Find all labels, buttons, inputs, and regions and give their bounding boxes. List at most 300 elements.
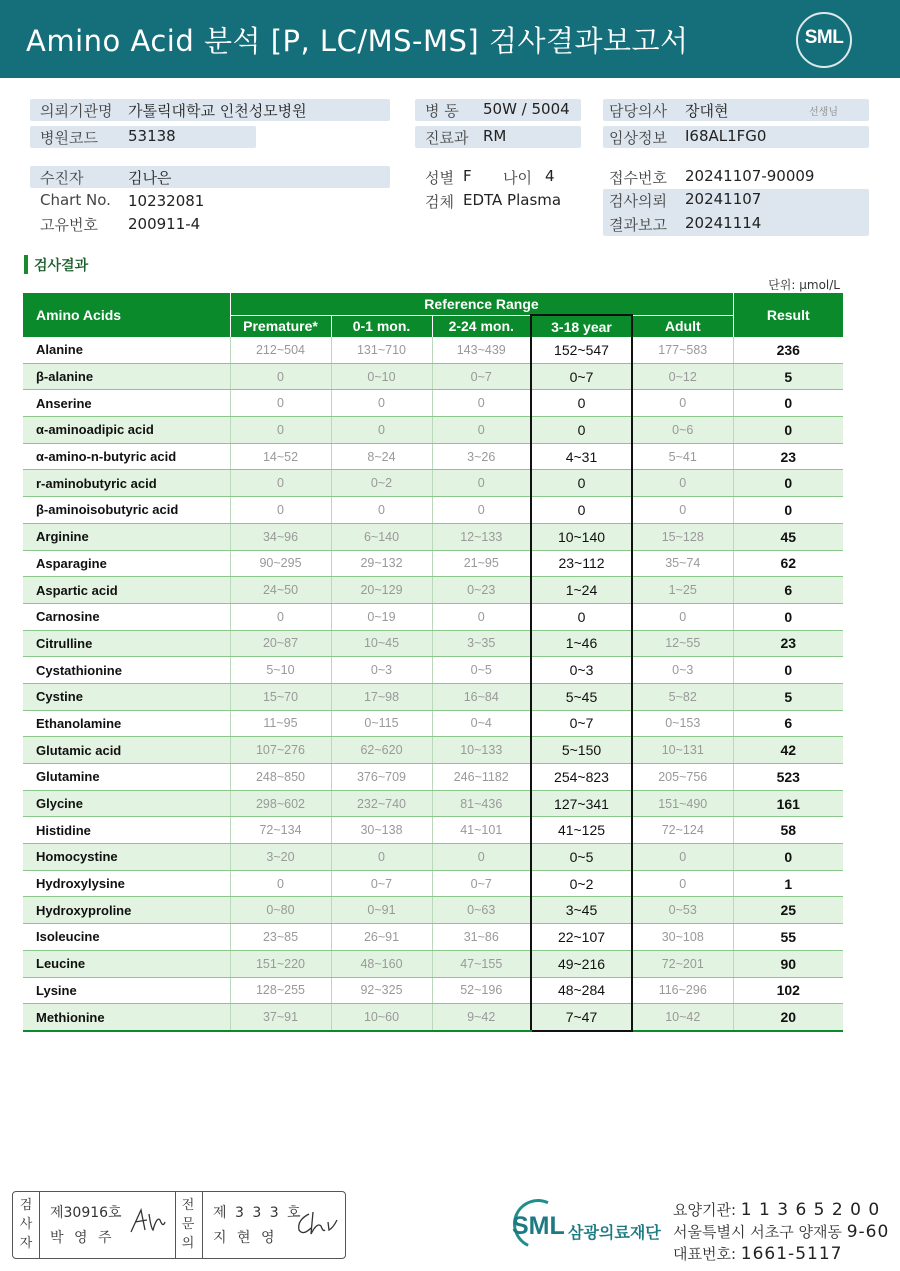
result-value: 6 <box>733 577 843 604</box>
dept-label: 진료과 <box>425 129 469 147</box>
3-18-year-range: 4~31 <box>531 443 632 470</box>
table-row <box>23 497 843 524</box>
header-premature: Premature* <box>230 315 331 337</box>
header-3-18-year: 3-18 year <box>531 315 632 337</box>
adult-range: 0 <box>632 470 733 497</box>
signature-box <box>12 1191 346 1259</box>
0-1-mon-range: 17~98 <box>331 683 432 710</box>
3-18-year-range: 22~107 <box>531 924 632 951</box>
2-24-mon-range: 12~133 <box>432 523 531 550</box>
amino-acid-name: Homocystine <box>23 844 230 871</box>
result-value: 45 <box>733 523 843 550</box>
2-24-mon-range: 0 <box>432 417 531 444</box>
unit-label: 단위: μmol/L <box>768 278 840 292</box>
adult-range: 151~490 <box>632 790 733 817</box>
result-value: 23 <box>733 443 843 470</box>
header-adult: Adult <box>632 315 733 337</box>
amino-acid-name: α-amino-n-butyric acid <box>23 443 230 470</box>
patient-name: 김나은 <box>128 169 172 187</box>
dept-row <box>415 126 581 148</box>
2-24-mon-range: 52~196 <box>432 977 531 1004</box>
premature-range: 14~52 <box>230 443 331 470</box>
result-value: 102 <box>733 977 843 1004</box>
section-title: 검사결과 <box>34 258 89 274</box>
3-18-year-range: 0 <box>531 417 632 444</box>
doctor-label: 담당의사 <box>609 102 667 120</box>
2-24-mon-range: 0 <box>432 603 531 630</box>
2-24-mon-range: 31~86 <box>432 924 531 951</box>
amino-acid-name: Carnosine <box>23 603 230 630</box>
result-value: 5 <box>733 363 843 390</box>
sex-age-row <box>415 166 585 188</box>
premature-range: 0 <box>230 470 331 497</box>
divider <box>175 1192 176 1258</box>
ward-value: 50W / 5004 <box>483 100 570 118</box>
report-title: Amino Acid 분석 [P, LC/MS-MS] 검사결과보고서 <box>26 24 689 58</box>
premature-range: 11~95 <box>230 710 331 737</box>
table-row <box>23 870 843 897</box>
result-value: 6 <box>733 710 843 737</box>
3-18-year-range: 7~47 <box>531 1004 632 1031</box>
specialist-label-char: 전 <box>181 1198 195 1213</box>
chart-value: 10232081 <box>128 192 205 210</box>
0-1-mon-range: 0~115 <box>331 710 432 737</box>
3-18-year-range: 0 <box>531 470 632 497</box>
amino-acid-name: Methionine <box>23 1004 230 1031</box>
sex-label: 성별 <box>425 169 454 187</box>
0-1-mon-range: 0 <box>331 844 432 871</box>
header-2-24-mon: 2-24 mon. <box>432 315 531 337</box>
premature-range: 212~504 <box>230 337 331 363</box>
2-24-mon-range: 10~133 <box>432 737 531 764</box>
patient-row <box>30 166 390 188</box>
0-1-mon-range: 6~140 <box>331 523 432 550</box>
3-18-year-range: 0~7 <box>531 710 632 737</box>
hospital-code-label: 병원코드 <box>40 129 98 147</box>
table-row <box>23 363 843 390</box>
0-1-mon-range: 0~2 <box>331 470 432 497</box>
result-value: 0 <box>733 470 843 497</box>
amino-acid-name: Asparagine <box>23 550 230 577</box>
3-18-year-range: 3~45 <box>531 897 632 924</box>
adult-range: 0~53 <box>632 897 733 924</box>
2-24-mon-range: 143~439 <box>432 337 531 363</box>
specialist-signature <box>295 1208 339 1240</box>
2-24-mon-range: 0~4 <box>432 710 531 737</box>
amino-acid-name: Alanine <box>23 337 230 363</box>
result-value: 523 <box>733 764 843 791</box>
amino-acid-name: Glutamic acid <box>23 737 230 764</box>
3-18-year-range: 41~125 <box>531 817 632 844</box>
receipt-value: 20241107-90009 <box>685 167 815 185</box>
adult-range: 72~201 <box>632 950 733 977</box>
3-18-year-range: 0~5 <box>531 844 632 871</box>
inspector-label <box>15 1196 37 1253</box>
result-value: 55 <box>733 924 843 951</box>
2-24-mon-range: 246~1182 <box>432 764 531 791</box>
section-marker <box>24 255 28 274</box>
0-1-mon-range: 0 <box>331 497 432 524</box>
2-24-mon-range: 3~26 <box>432 443 531 470</box>
amino-acid-name: Aspartic acid <box>23 577 230 604</box>
adult-range: 0 <box>632 390 733 417</box>
adult-range: 0~153 <box>632 710 733 737</box>
amino-acid-name: Leucine <box>23 950 230 977</box>
results-body <box>23 337 843 1031</box>
adult-range: 177~583 <box>632 337 733 363</box>
3-18-year-range: 10~140 <box>531 523 632 550</box>
amino-acid-name: β-alanine <box>23 363 230 390</box>
table-row <box>23 924 843 951</box>
adult-range: 0 <box>632 870 733 897</box>
table-row <box>23 337 843 363</box>
2-24-mon-range: 47~155 <box>432 950 531 977</box>
amino-acid-name: α-aminoadipic acid <box>23 417 230 444</box>
amino-acid-name: Citrulline <box>23 630 230 657</box>
premature-range: 23~85 <box>230 924 331 951</box>
amino-acid-name: Hydroxylysine <box>23 870 230 897</box>
adult-range: 15~128 <box>632 523 733 550</box>
premature-range: 248~850 <box>230 764 331 791</box>
table-row <box>23 550 843 577</box>
specialist-label-char: 문 <box>181 1217 195 1232</box>
table-row <box>23 790 843 817</box>
2-24-mon-range: 3~35 <box>432 630 531 657</box>
footer-phone-line <box>673 1243 842 1264</box>
doctor-value: 장대현 <box>685 102 729 120</box>
adult-range: 0 <box>632 844 733 871</box>
0-1-mon-range: 0~91 <box>331 897 432 924</box>
amino-acid-name: Hydroxyproline <box>23 897 230 924</box>
premature-range: 0 <box>230 603 331 630</box>
3-18-year-range: 0 <box>531 497 632 524</box>
amino-acid-name: Anserine <box>23 390 230 417</box>
2-24-mon-range: 0 <box>432 470 531 497</box>
footer-address-number: 9-60 <box>846 1222 890 1242</box>
3-18-year-range: 152~547 <box>531 337 632 363</box>
premature-range: 0~80 <box>230 897 331 924</box>
table-row <box>23 737 843 764</box>
footer-code-label: 요양기관: <box>673 1201 737 1219</box>
table-row <box>23 657 843 684</box>
0-1-mon-range: 29~132 <box>331 550 432 577</box>
table-row <box>23 417 843 444</box>
amino-acid-name: β-aminoisobutyric acid <box>23 497 230 524</box>
0-1-mon-range: 0~3 <box>331 657 432 684</box>
3-18-year-range: 48~284 <box>531 977 632 1004</box>
2-24-mon-range: 81~436 <box>432 790 531 817</box>
table-row <box>23 817 843 844</box>
adult-range: 0 <box>632 497 733 524</box>
report-header <box>0 0 900 78</box>
0-1-mon-range: 48~160 <box>331 950 432 977</box>
clinical-label: 임상정보 <box>609 129 667 147</box>
table-row <box>23 630 843 657</box>
sml-logo <box>796 12 852 68</box>
institution-row <box>30 99 390 121</box>
adult-range: 10~131 <box>632 737 733 764</box>
amino-acid-name: Arginine <box>23 523 230 550</box>
result-value: 23 <box>733 630 843 657</box>
premature-range: 151~220 <box>230 950 331 977</box>
premature-range: 0 <box>230 390 331 417</box>
premature-range: 72~134 <box>230 817 331 844</box>
premature-range: 298~602 <box>230 790 331 817</box>
specimen-label: 검체 <box>425 193 454 211</box>
results-table <box>23 293 843 1032</box>
premature-range: 128~255 <box>230 977 331 1004</box>
2-24-mon-range: 0 <box>432 844 531 871</box>
amino-acid-name: r-aminobutyric acid <box>23 470 230 497</box>
request-value: 20241107 <box>685 190 762 208</box>
table-row <box>23 977 843 1004</box>
3-18-year-range: 1~24 <box>531 577 632 604</box>
header-0-1-mon: 0-1 mon. <box>331 315 432 337</box>
dates-block <box>603 189 869 236</box>
age-label: 나이 <box>503 169 532 187</box>
chart-label: Chart No. <box>40 191 111 209</box>
inspector-name: 박 영 주 <box>50 1230 115 1246</box>
adult-range: 0~3 <box>632 657 733 684</box>
result-value: 5 <box>733 683 843 710</box>
0-1-mon-range: 30~138 <box>331 817 432 844</box>
institution-label: 의뢰기관명 <box>40 102 113 120</box>
3-18-year-range: 49~216 <box>531 950 632 977</box>
0-1-mon-range: 0~10 <box>331 363 432 390</box>
doctor-suffix: 선생님 <box>809 107 838 118</box>
specialist-number: 제 3 3 3 호 <box>213 1205 303 1221</box>
2-24-mon-range: 9~42 <box>432 1004 531 1031</box>
header-reference-range: Reference Range <box>230 293 733 315</box>
footer-logo-text: SML <box>512 1212 565 1240</box>
3-18-year-range: 5~150 <box>531 737 632 764</box>
doctor-row <box>603 99 869 121</box>
amino-acid-name: Glycine <box>23 790 230 817</box>
2-24-mon-range: 41~101 <box>432 817 531 844</box>
specialist-label <box>177 1196 199 1253</box>
specialist-label-char: 의 <box>181 1236 195 1251</box>
3-18-year-range: 0~3 <box>531 657 632 684</box>
0-1-mon-range: 92~325 <box>331 977 432 1004</box>
result-value: 0 <box>733 497 843 524</box>
table-row <box>23 390 843 417</box>
institution-value: 가톨릭대학교 인천성모병원 <box>128 102 307 120</box>
premature-range: 5~10 <box>230 657 331 684</box>
3-18-year-range: 0~2 <box>531 870 632 897</box>
premature-range: 0 <box>230 363 331 390</box>
result-value: 90 <box>733 950 843 977</box>
amino-acid-name: Cystathionine <box>23 657 230 684</box>
3-18-year-range: 1~46 <box>531 630 632 657</box>
result-value: 62 <box>733 550 843 577</box>
table-row <box>23 950 843 977</box>
patient-row-bg <box>30 166 390 188</box>
table-row <box>23 683 843 710</box>
adult-range: 0 <box>632 603 733 630</box>
ward-label: 병 동 <box>425 102 459 120</box>
table-row <box>23 844 843 871</box>
footer-code-line <box>673 1199 880 1220</box>
adult-range: 12~55 <box>632 630 733 657</box>
premature-range: 20~87 <box>230 630 331 657</box>
inspector-label-char: 검 <box>19 1198 33 1213</box>
premature-range: 0 <box>230 497 331 524</box>
adult-range: 35~74 <box>632 550 733 577</box>
0-1-mon-range: 20~129 <box>331 577 432 604</box>
0-1-mon-range: 26~91 <box>331 924 432 951</box>
amino-acid-name: Glutamine <box>23 764 230 791</box>
2-24-mon-range: 21~95 <box>432 550 531 577</box>
2-24-mon-range: 0~5 <box>432 657 531 684</box>
0-1-mon-range: 62~620 <box>331 737 432 764</box>
footer-phone: 1661-5117 <box>740 1244 843 1264</box>
premature-range: 0 <box>230 870 331 897</box>
report-label: 결과보고 <box>609 216 667 234</box>
inspector-signature <box>127 1206 167 1238</box>
table-row <box>23 577 843 604</box>
0-1-mon-range: 8~24 <box>331 443 432 470</box>
adult-range: 30~108 <box>632 924 733 951</box>
patient-label: 수진자 <box>40 169 84 187</box>
3-18-year-range: 0 <box>531 603 632 630</box>
2-24-mon-range: 0 <box>432 497 531 524</box>
2-24-mon-range: 0~23 <box>432 577 531 604</box>
0-1-mon-range: 0 <box>331 417 432 444</box>
premature-range: 0 <box>230 417 331 444</box>
premature-range: 3~20 <box>230 844 331 871</box>
adult-range: 72~124 <box>632 817 733 844</box>
header-amino-acids: Amino Acids <box>23 293 230 337</box>
adult-range: 5~41 <box>632 443 733 470</box>
amino-acid-name: Isoleucine <box>23 924 230 951</box>
premature-range: 107~276 <box>230 737 331 764</box>
result-value: 0 <box>733 657 843 684</box>
table-row <box>23 897 843 924</box>
ward-row <box>415 99 581 121</box>
unique-label: 고유번호 <box>40 216 98 234</box>
3-18-year-range: 254~823 <box>531 764 632 791</box>
3-18-year-range: 0~7 <box>531 363 632 390</box>
result-value: 0 <box>733 390 843 417</box>
premature-range: 15~70 <box>230 683 331 710</box>
sml-logo-text: SML <box>804 27 844 48</box>
2-24-mon-range: 0~7 <box>432 870 531 897</box>
0-1-mon-range: 376~709 <box>331 764 432 791</box>
header-result: Result <box>733 293 843 337</box>
adult-range: 205~756 <box>632 764 733 791</box>
inspector-label-char: 사 <box>19 1217 33 1232</box>
unique-value: 200911-4 <box>128 215 201 233</box>
premature-range: 37~91 <box>230 1004 331 1031</box>
3-18-year-range: 0 <box>531 390 632 417</box>
specimen-value: EDTA Plasma <box>463 191 562 209</box>
footer-code: 1 1 3 6 5 2 0 0 <box>740 1200 881 1220</box>
0-1-mon-range: 232~740 <box>331 790 432 817</box>
receipt-row <box>603 166 869 188</box>
0-1-mon-range: 0~19 <box>331 603 432 630</box>
table-row <box>23 443 843 470</box>
result-value: 58 <box>733 817 843 844</box>
footer-phone-label: 대표번호: <box>673 1245 737 1263</box>
footer-address-line <box>673 1221 889 1242</box>
2-24-mon-range: 16~84 <box>432 683 531 710</box>
result-value: 0 <box>733 844 843 871</box>
amino-acid-name: Ethanolamine <box>23 710 230 737</box>
result-value: 236 <box>733 337 843 363</box>
inspector-number: 제30916호 <box>50 1205 122 1221</box>
footer-org-name: 삼광의료재단 <box>568 1223 661 1242</box>
2-24-mon-range: 0~63 <box>432 897 531 924</box>
3-18-year-range: 5~45 <box>531 683 632 710</box>
chart-row <box>30 190 390 212</box>
adult-range: 1~25 <box>632 577 733 604</box>
amino-acid-name: Lysine <box>23 977 230 1004</box>
result-value: 20 <box>733 1004 843 1031</box>
3-18-year-range: 23~112 <box>531 550 632 577</box>
table-row <box>23 764 843 791</box>
0-1-mon-range: 10~60 <box>331 1004 432 1031</box>
table-row <box>23 1004 843 1031</box>
amino-acid-name: Histidine <box>23 817 230 844</box>
hospital-code-value: 53138 <box>128 127 176 145</box>
amino-acid-name: Cystine <box>23 683 230 710</box>
adult-range: 0~12 <box>632 363 733 390</box>
hospital-code-row <box>30 126 256 148</box>
footer-address: 서울특별시 서초구 양재동 <box>673 1223 842 1241</box>
premature-range: 34~96 <box>230 523 331 550</box>
result-value: 42 <box>733 737 843 764</box>
result-value: 0 <box>733 603 843 630</box>
premature-range: 24~50 <box>230 577 331 604</box>
result-value: 1 <box>733 870 843 897</box>
0-1-mon-range: 0~7 <box>331 870 432 897</box>
sex-value: F <box>463 167 472 185</box>
specimen-row <box>415 190 585 212</box>
result-value: 161 <box>733 790 843 817</box>
adult-range: 10~42 <box>632 1004 733 1031</box>
0-1-mon-range: 10~45 <box>331 630 432 657</box>
premature-range: 90~295 <box>230 550 331 577</box>
2-24-mon-range: 0~7 <box>432 363 531 390</box>
divider <box>39 1192 40 1258</box>
table-row <box>23 710 843 737</box>
clinical-row <box>603 126 869 148</box>
table-row <box>23 523 843 550</box>
age-value: 4 <box>545 167 555 185</box>
table-row <box>23 603 843 630</box>
adult-range: 0~6 <box>632 417 733 444</box>
result-value: 25 <box>733 897 843 924</box>
0-1-mon-range: 0 <box>331 390 432 417</box>
dept-value: RM <box>483 127 507 145</box>
result-value: 0 <box>733 417 843 444</box>
footer-logo <box>510 1199 660 1249</box>
specialist-name: 지 현 영 <box>213 1230 278 1246</box>
divider <box>202 1192 203 1258</box>
2-24-mon-range: 0 <box>432 390 531 417</box>
report-value: 20241114 <box>685 214 762 232</box>
adult-range: 5~82 <box>632 683 733 710</box>
adult-range: 116~296 <box>632 977 733 1004</box>
clinical-value: I68AL1FG0 <box>685 127 767 145</box>
0-1-mon-range: 131~710 <box>331 337 432 363</box>
request-label: 검사의뢰 <box>609 192 667 210</box>
3-18-year-range: 127~341 <box>531 790 632 817</box>
inspector-label-char: 자 <box>19 1236 33 1251</box>
table-row <box>23 470 843 497</box>
unique-row <box>30 213 390 235</box>
receipt-label: 접수번호 <box>609 169 667 187</box>
